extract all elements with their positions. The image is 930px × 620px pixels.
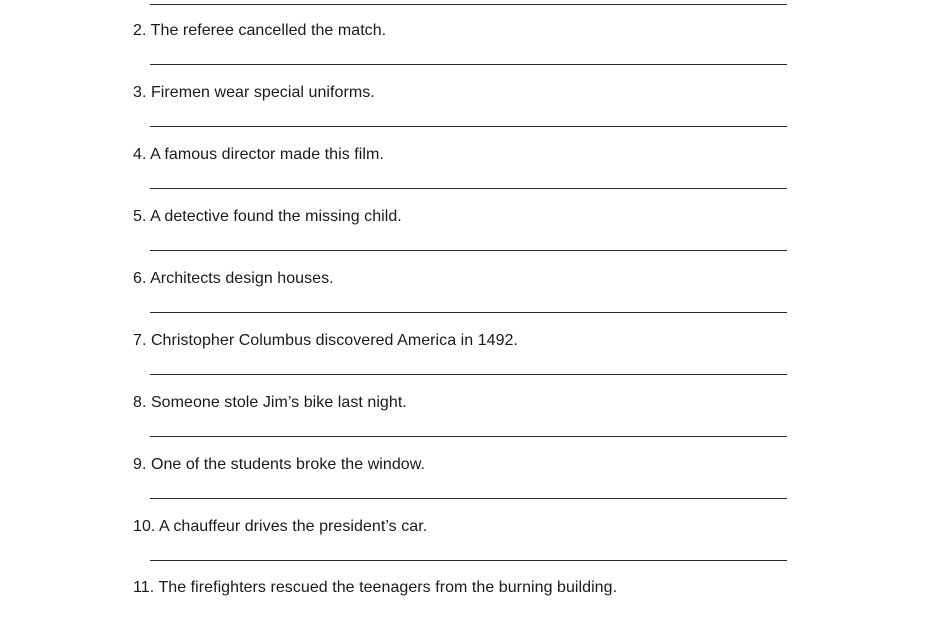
answer-line-6[interactable] — [150, 312, 787, 313]
answer-line-9[interactable] — [150, 498, 787, 499]
answer-line-2[interactable] — [150, 64, 787, 65]
item-text: A detective found the missing child. — [150, 208, 402, 225]
item-text: A famous director made this film. — [150, 146, 384, 163]
exercise-item-10 — [133, 517, 427, 537]
item-number: 4. — [133, 146, 147, 163]
answer-line-5[interactable] — [150, 250, 787, 251]
item-text: Christopher Columbus discovered America in 1492. — [150, 332, 518, 349]
item-text: Someone stole Jim’s bike last night. — [150, 394, 407, 411]
answer-line-7[interactable] — [150, 374, 787, 375]
exercise-item-4 — [133, 145, 384, 165]
item-text: Architects design houses. — [150, 270, 334, 287]
item-text: Firemen wear special uniforms. — [150, 84, 375, 101]
answer-line-10[interactable] — [150, 560, 787, 561]
exercise-item-7 — [133, 331, 518, 351]
exercise-item-9 — [133, 455, 425, 475]
answer-line-3[interactable] — [150, 126, 787, 127]
item-number: 9. — [133, 456, 147, 473]
item-number: 11. — [133, 579, 155, 596]
item-number: 5. — [133, 208, 147, 225]
item-number: 2. — [133, 22, 147, 39]
answer-line-1[interactable] — [150, 4, 787, 5]
item-text: The firefighters rescued the teenagers from the burning building. — [158, 579, 618, 596]
answer-line-4[interactable] — [150, 188, 787, 189]
item-text: A chauffeur drives the president’s car. — [159, 518, 428, 535]
exercise-item-2 — [133, 21, 386, 41]
item-number: 10. — [133, 518, 156, 535]
item-number: 6. — [133, 270, 147, 287]
exercise-item-11 — [133, 578, 617, 598]
item-text: The referee cancelled the match. — [150, 22, 387, 39]
exercise-item-5 — [133, 207, 402, 227]
exercise-item-6 — [133, 269, 334, 289]
item-number: 3. — [133, 84, 147, 101]
item-text: One of the students broke the window. — [150, 456, 425, 473]
exercise-item-8 — [133, 393, 407, 413]
item-number: 7. — [133, 332, 147, 349]
item-number: 8. — [133, 394, 147, 411]
answer-line-8[interactable] — [150, 436, 787, 437]
exercise-item-3 — [133, 83, 375, 103]
